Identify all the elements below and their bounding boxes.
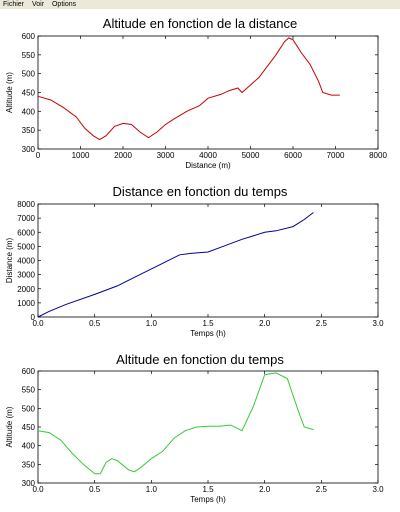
x-tick-label: 0.0 xyxy=(32,485,44,494)
x-tick-label: 2000 xyxy=(114,151,132,160)
menu-item-options[interactable]: Options xyxy=(51,1,77,8)
x-tick-label: 1.5 xyxy=(202,319,214,328)
x-tick-label: 0.5 xyxy=(89,485,101,494)
chart-title: Distance en fonction du temps xyxy=(112,184,288,199)
x-tick-label: 2.5 xyxy=(315,319,327,328)
x-tick-label: 3.0 xyxy=(372,319,384,328)
y-tick-label: 300 xyxy=(21,479,35,488)
y-tick-label: 3000 xyxy=(17,270,35,280)
chart-title: Altitude en fonction du temps xyxy=(116,352,284,367)
y-tick-label: 400 xyxy=(21,107,35,117)
x-tick-label: 0.0 xyxy=(32,319,44,328)
y-tick-label: 500 xyxy=(21,404,35,414)
menu-item-voir[interactable]: Voir xyxy=(31,1,45,8)
x-tick-label: 2.0 xyxy=(259,319,271,328)
y-tick-label: 350 xyxy=(21,126,35,136)
y-tick-label: 550 xyxy=(21,50,35,60)
y-tick-label: 350 xyxy=(21,460,35,470)
x-tick-label: 1.5 xyxy=(202,485,214,494)
y-tick-label: 300 xyxy=(21,145,35,154)
x-tick-label: 2.0 xyxy=(259,485,271,494)
x-tick-label: 8000 xyxy=(369,151,387,160)
x-tick-label: 2.5 xyxy=(315,485,327,494)
y-tick-label: 1000 xyxy=(17,298,35,308)
y-tick-label: 450 xyxy=(21,88,35,98)
y-axis-label: Distance (m) xyxy=(5,237,14,284)
x-axis-label: Distance (m) xyxy=(185,161,231,170)
x-tick-label: 1.0 xyxy=(145,319,157,328)
x-tick-label: 3.0 xyxy=(372,485,384,494)
menu-bar xyxy=(0,0,400,9)
y-tick-label: 6000 xyxy=(17,228,35,238)
x-tick-label: 3000 xyxy=(156,151,175,160)
chart-title: Altitude en fonction de la distance xyxy=(102,16,298,31)
y-tick-label: 600 xyxy=(21,367,35,376)
x-tick-label: 6000 xyxy=(284,151,302,160)
charts-area xyxy=(0,9,400,512)
y-tick-label: 450 xyxy=(21,423,35,432)
x-tick-label: 4000 xyxy=(199,151,217,160)
y-tick-label: 4000 xyxy=(17,256,35,266)
y-tick-label: 2000 xyxy=(17,284,35,294)
y-tick-label: 600 xyxy=(21,32,35,41)
y-tick-label: 550 xyxy=(21,385,35,395)
x-tick-label: 1.0 xyxy=(145,485,157,494)
y-tick-label: 8000 xyxy=(17,200,35,209)
y-tick-label: 400 xyxy=(21,441,35,451)
chart-altitude-time xyxy=(0,345,400,512)
x-tick-label: 5000 xyxy=(241,151,260,160)
y-tick-label: 7000 xyxy=(17,214,35,224)
x-tick-label: 1000 xyxy=(71,151,90,160)
plot-area xyxy=(38,204,378,317)
y-axis-label: Altitude (m) xyxy=(5,406,14,448)
x-tick-label: 0 xyxy=(35,151,41,160)
y-tick-label: 500 xyxy=(21,69,35,79)
y-axis-label: Altitude (m) xyxy=(5,72,14,113)
x-axis-label: Temps (h) xyxy=(190,329,226,338)
plot-area xyxy=(38,371,378,483)
menu-item-fichier[interactable]: Fichier xyxy=(3,1,25,8)
x-tick-label: 0.5 xyxy=(89,319,101,328)
x-tick-label: 7000 xyxy=(326,151,345,160)
y-tick-label: 0 xyxy=(30,313,35,322)
chart-distance-time xyxy=(0,177,400,345)
y-tick-label: 5000 xyxy=(17,242,35,252)
x-axis-label: Temps (h) xyxy=(190,495,226,504)
chart-altitude-distance xyxy=(0,9,400,177)
